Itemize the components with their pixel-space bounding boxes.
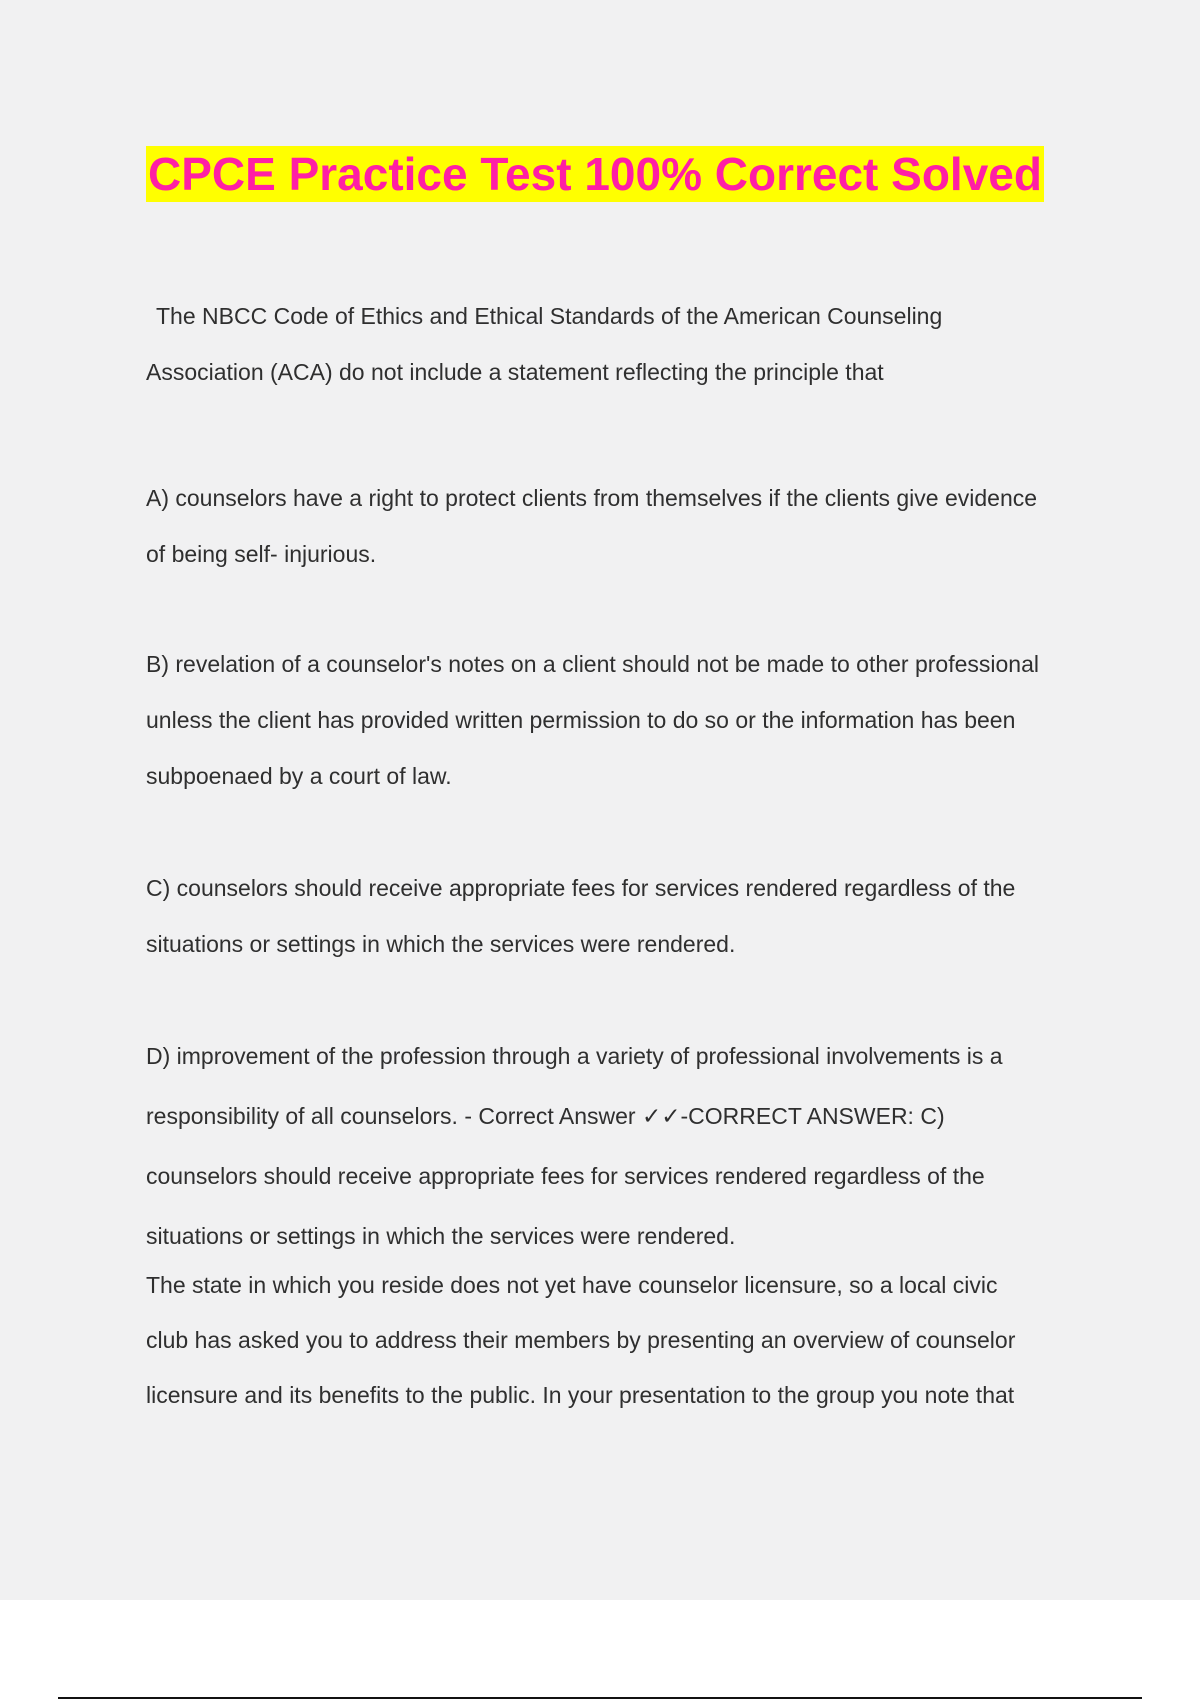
option-c-line: situations or settings in which the services were rendered. <box>146 931 736 957</box>
option-c-line: C) counselors should receive appropriate fees for services rendered regardless of the <box>146 875 1016 901</box>
option-b-line: B) revelation of a counselor's notes on a client should not be made to other professional <box>146 651 1039 677</box>
next-question-line: club has asked you to address their members by presenting an overview of counselor <box>146 1327 1016 1353</box>
next-question-line: licensure and its benefits to the public. In your presentation to the group you note that <box>146 1382 1015 1408</box>
question-stem-line: Association (ACA) do not include a statement reflecting the principle that <box>146 359 884 385</box>
option-b-line: subpoenaed by a court of law. <box>146 763 452 789</box>
correct-answer-line: responsibility of all counselors. - Correct Answer ✓✓-CORRECT ANSWER: C) <box>146 1103 945 1129</box>
question-stem-line: The NBCC Code of Ethics and Ethical Standards of the American Counseling <box>156 303 943 329</box>
answer-option-c <box>146 860 1086 972</box>
option-b-line: unless the client has provided written permission to do so or the information has been <box>146 707 1016 733</box>
page-title: CPCE Practice Test 100% Correct Solved <box>148 148 1042 200</box>
next-question-line: The state in which you reside does not yet have counselor licensure, so a local civic <box>146 1272 998 1298</box>
answer-option-b <box>146 636 1086 804</box>
footer-divider <box>58 1697 1142 1699</box>
correct-answer-line: situations or settings in which the services were rendered. <box>146 1223 736 1249</box>
option-a-line: of being self- injurious. <box>146 541 377 567</box>
question-stem <box>146 288 1086 400</box>
option-a-line: A) counselors have a right to protect clients from themselves if the clients give evidence <box>146 485 1038 511</box>
answer-option-a <box>146 470 1086 582</box>
next-question-stem <box>146 1258 1086 1423</box>
answer-option-d <box>146 1026 1086 1266</box>
correct-answer-line: counselors should receive appropriate fees for services rendered regardless of the <box>146 1163 985 1189</box>
title-block <box>146 146 1086 202</box>
option-d-line: D) improvement of the profession through a variety of professional involvements is a <box>146 1043 1003 1069</box>
